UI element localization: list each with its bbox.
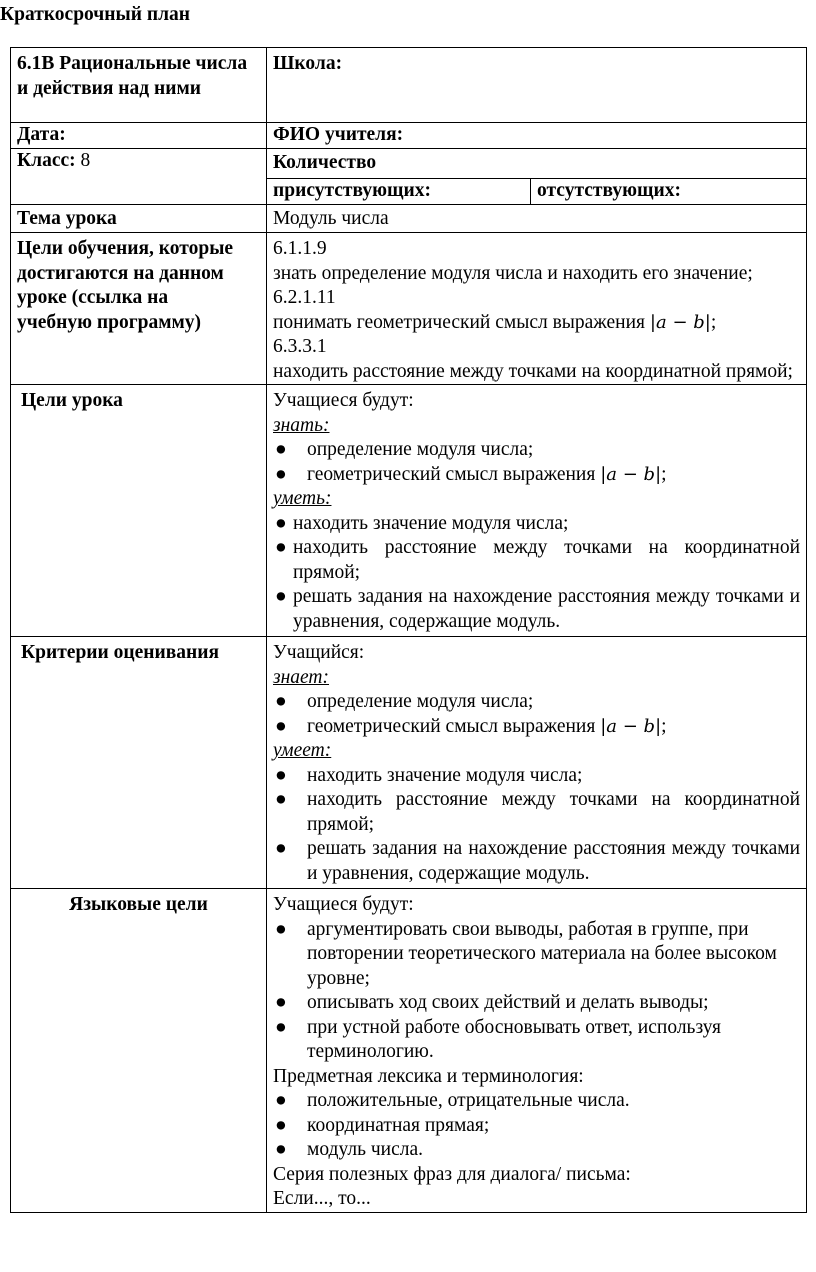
present-cell bbox=[267, 178, 531, 205]
section-cell bbox=[11, 48, 267, 123]
goal-code-2: 6.2.1.11 bbox=[273, 287, 336, 308]
school-label: Школа: bbox=[273, 53, 343, 74]
bullet-icon: ● bbox=[275, 764, 287, 786]
criteria-know-label: знает: bbox=[273, 666, 330, 688]
bullet-icon: ● bbox=[275, 691, 287, 712]
list-item: ● находить расстояние между точками на координатной прямой; bbox=[275, 789, 801, 835]
math-expression: |a − b| bbox=[649, 311, 711, 333]
row-class bbox=[11, 148, 807, 178]
bullet-icon: ● bbox=[275, 586, 287, 607]
list-item: ● находить значение модуля числа; bbox=[273, 512, 800, 537]
criteria-label: Критерии оценивания bbox=[21, 642, 220, 663]
bullet-icon: ● bbox=[275, 789, 287, 810]
teacher-cell bbox=[267, 123, 807, 149]
topic-value: Модуль числа bbox=[273, 208, 389, 229]
list-item: ● геометрический смысл выражения |a − b|; bbox=[273, 715, 800, 740]
date-label: Дата: bbox=[17, 124, 66, 145]
goal-code-1: 6.1.1.9 bbox=[273, 238, 327, 259]
bullet-icon: ● bbox=[275, 1139, 287, 1160]
learning-goals-label-cell bbox=[11, 233, 267, 385]
math-expression: |a − b| bbox=[600, 463, 662, 485]
topic-value-cell bbox=[267, 205, 807, 233]
row-lesson-goals bbox=[11, 385, 807, 637]
list-item: ● находить значение модуля числа; bbox=[273, 764, 800, 789]
list-item: ● решать задания на нахождение расстояния между точками и уравнения, содержащие модуль. bbox=[275, 586, 801, 632]
lesson-goals-intro: Учащиеся будут: bbox=[273, 390, 414, 411]
section-title: 6.1В Рациональные числа и действия над ними bbox=[17, 53, 248, 99]
absent-cell bbox=[531, 178, 807, 205]
class-label: Класс: bbox=[17, 149, 76, 171]
goal-code-3: 6.3.3.1 bbox=[273, 336, 327, 357]
lesson-goals-label-cell bbox=[11, 385, 267, 637]
vocab-label: Предметная лексика и терминология: bbox=[273, 1065, 584, 1087]
bullet-icon: ● bbox=[275, 1090, 287, 1111]
lesson-goals-label: Цели урока bbox=[21, 390, 123, 411]
row-language-goals bbox=[11, 889, 807, 1213]
list-item: ● определение модуля числа; bbox=[273, 690, 800, 715]
list-item: ● описывать ход своих действий и делать выводы; bbox=[273, 991, 780, 1016]
document-title: Краткосрочный план bbox=[0, 4, 191, 25]
lesson-can-label: уметь: bbox=[273, 488, 332, 509]
lesson-plan-table bbox=[10, 47, 807, 1213]
list-item: ● решать задания на нахождение расстояния между точками и уравнения, содержащие модуль. bbox=[275, 838, 801, 884]
bullet-icon: ● bbox=[275, 537, 287, 558]
goal-text-1: знать определение модуля числа и находить его значение; bbox=[273, 262, 753, 284]
language-goals-cell bbox=[267, 889, 807, 1213]
criteria-label-cell bbox=[11, 637, 267, 889]
list-item: ● определение модуля числа; bbox=[273, 438, 800, 463]
row-learning-goals bbox=[11, 233, 807, 385]
bullet-icon: ● bbox=[275, 463, 287, 485]
criteria-intro: Учащийся: bbox=[273, 642, 365, 663]
language-intro: Учащиеся будут: bbox=[273, 894, 414, 915]
bullet-icon: ● bbox=[275, 1016, 287, 1038]
math-expression: |a − b| bbox=[600, 715, 662, 737]
row-criteria bbox=[11, 637, 807, 889]
count-label: Количество bbox=[273, 151, 377, 173]
topic-label: Тема урока bbox=[17, 208, 117, 229]
goal-text-2: понимать геометрический смысл выражения |a − b|; bbox=[273, 311, 717, 333]
absent-label: отсутствующих: bbox=[537, 179, 681, 201]
row-date bbox=[11, 123, 807, 149]
lesson-know-label: знать: bbox=[273, 414, 330, 436]
bullet-icon: ● bbox=[275, 512, 287, 534]
class-value: 8 bbox=[80, 149, 91, 171]
bullet-icon: ● bbox=[275, 715, 287, 737]
list-item: ● координатная прямая; bbox=[273, 1114, 800, 1139]
date-cell bbox=[11, 123, 267, 149]
class-cell bbox=[11, 148, 267, 205]
phrases-label: Серия полезных фраз для диалога/ письма: bbox=[273, 1163, 631, 1185]
language-goals-label-cell bbox=[11, 889, 267, 1213]
learning-goals-label: Цели обучения, которые достигаются на данном уроке (ссылка на учебную программу) bbox=[17, 238, 234, 333]
phrases-first: Если..., то... bbox=[273, 1188, 371, 1209]
bullet-icon: ● bbox=[275, 838, 287, 859]
list-item: ● геометрический смысл выражения |a − b|; bbox=[273, 463, 800, 488]
bullet-icon: ● bbox=[275, 918, 287, 940]
row-topic bbox=[11, 205, 807, 233]
bullet-icon: ● bbox=[275, 1114, 287, 1136]
present-label: присутствующих: bbox=[273, 179, 431, 201]
row-section bbox=[11, 48, 807, 123]
list-item: ● при устной работе обосновывать ответ, используя терминологию. bbox=[275, 1016, 721, 1062]
school-cell bbox=[267, 48, 807, 123]
list-item: ● модуль числа. bbox=[273, 1138, 800, 1163]
lesson-goals-cell bbox=[267, 385, 807, 637]
count-cell bbox=[267, 148, 807, 178]
list-item: ● аргументировать свои выводы, работая в группе, при повторении теоретического материала на более высоком уровне; bbox=[275, 918, 777, 989]
criteria-can-label: умеет: bbox=[273, 740, 332, 761]
learning-goals-cell bbox=[267, 233, 807, 385]
bullet-icon: ● bbox=[275, 992, 287, 1013]
list-item: ● находить расстояние между точками на координатной прямой; bbox=[275, 537, 801, 583]
bullet-icon: ● bbox=[275, 439, 287, 460]
teacher-label: ФИО учителя: bbox=[273, 124, 404, 145]
language-goals-label: Языковые цели bbox=[69, 894, 208, 915]
topic-label-cell bbox=[11, 205, 267, 233]
list-item: ● положительные, отрицательные числа. bbox=[273, 1089, 800, 1114]
goal-text-3: находить расстояние между точками на координатной прямой; bbox=[273, 360, 793, 382]
criteria-cell bbox=[267, 637, 807, 889]
